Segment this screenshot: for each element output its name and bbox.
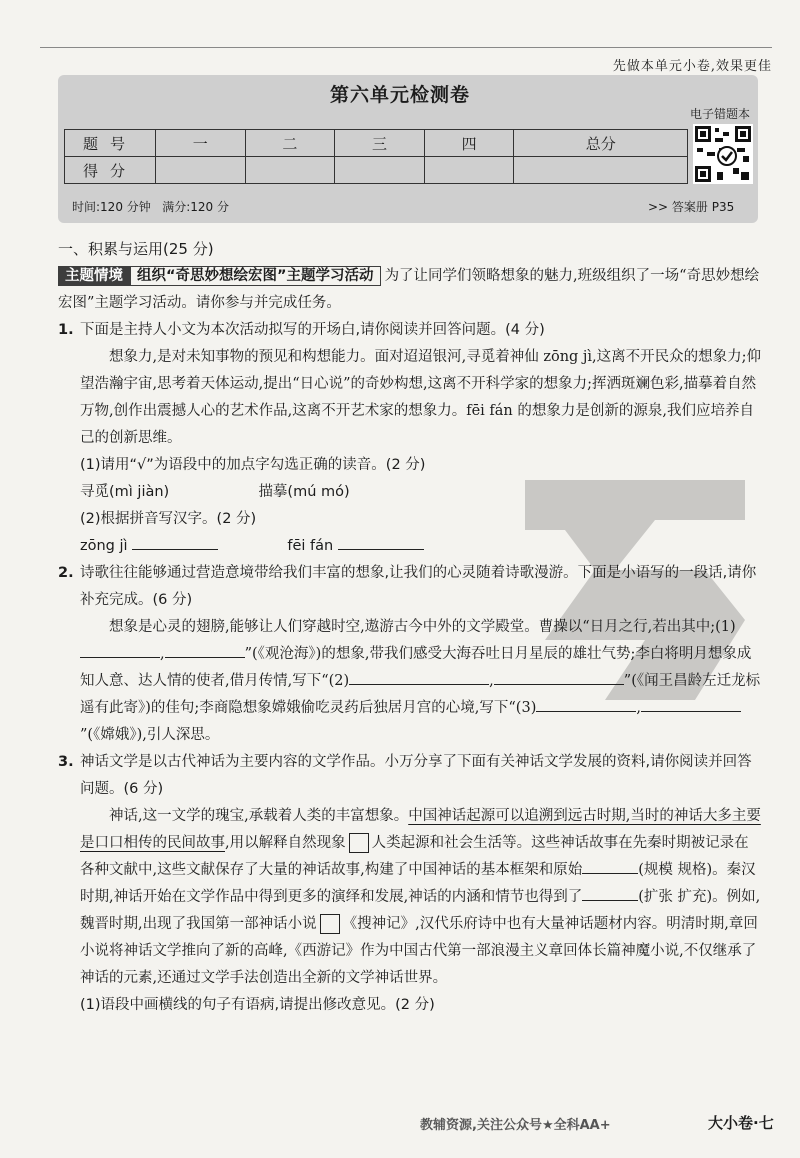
score-col-1: 一	[156, 130, 246, 157]
time-limit: 时间:120 分钟	[72, 200, 151, 214]
theme-intro: 为了让同学们领略想象的魅力,班级组织了一场“奇思妙想绘宏图”主题学习活动。请你参与并完成任务。	[58, 268, 760, 311]
exam-meta	[72, 198, 229, 215]
footer-watermark: 教辅资源,关注公众号★全科AA+	[420, 1118, 611, 1133]
question-stem: 神话文学是以古代神话为主要内容的文学作品。小万分享了下面有关神话文学发展的资料,请你阅读并回答问题。(6 分)	[80, 754, 752, 797]
answer-blank[interactable]	[349, 668, 489, 685]
answer-blank[interactable]	[338, 533, 424, 550]
passage-text: ”(《嫦娥》),引人深思。	[80, 727, 220, 743]
passage-text: ,	[636, 700, 641, 716]
footer-page: 大小卷·七	[708, 1114, 774, 1132]
theme-activity: 组织“奇思妙想绘宏图”主题学习活动	[130, 266, 381, 286]
passage-text: 人类起源和社会生活等。这些神话故事在先秦时期被记录在各种文献中,这些文献保存了大量的神话故事,构建了中国神话的基本框架和原始	[80, 835, 749, 878]
myth-passage	[80, 803, 762, 992]
exam-content	[58, 236, 762, 1019]
score-cell[interactable]	[245, 157, 335, 184]
passage-text: (扩张 扩充)。例如,魏晋时期,出现了我国第一部神话小说	[80, 889, 761, 932]
underlined-sentence: 中国神话起源可以追溯到远古时期,当时的神话大多主要是口口相传的民间故事	[80, 808, 761, 851]
question-number: 3.	[58, 754, 74, 770]
option-xunmi[interactable]: 寻觅(mì jiàn)	[80, 484, 170, 500]
score-table-header: 题号	[65, 130, 156, 157]
answer-blank[interactable]	[641, 695, 741, 712]
passage-text: (规模 规格)。秦汉时期,神话开始在文学作品中得到更多的演绎和发展,神话的内涵和情节也得到了	[80, 862, 756, 905]
passage-text: ,	[160, 646, 165, 662]
score-table	[64, 129, 688, 184]
theme-tag: 主题情境	[58, 266, 130, 286]
pinyin-label: fēi fán	[287, 538, 334, 554]
punctuation-box[interactable]	[349, 833, 369, 853]
score-cell[interactable]	[514, 157, 688, 184]
question-stem: 下面是主持人小文为本次活动拟写的开场白,请你阅读并回答问题。(4 分)	[80, 322, 545, 338]
score-cell[interactable]	[335, 157, 425, 184]
question-3	[58, 749, 762, 1019]
top-note: 先做本单元小卷,效果更佳	[612, 59, 772, 74]
poem-passage	[80, 614, 762, 749]
subquestion: (2)根据拼音写汉字。(2 分)	[80, 511, 257, 527]
question-number: 1.	[58, 322, 74, 338]
full-score: 满分:120 分	[162, 200, 229, 214]
qr-code-icon[interactable]	[693, 124, 753, 184]
passage-text: 想象是心灵的翅膀,能够让人们穿越时空,遨游古今中外的文学殿堂。曹操以“日月之行,若出其中;(1)	[109, 619, 736, 635]
question-2	[58, 560, 762, 749]
score-cell[interactable]	[156, 157, 246, 184]
passage-text: ,	[489, 673, 494, 689]
question-number: 2.	[58, 565, 74, 581]
answer-blank[interactable]	[582, 857, 638, 874]
question-1	[58, 317, 762, 560]
score-col-3: 三	[335, 130, 425, 157]
passage-text: ,用以解释自然现象	[225, 835, 346, 851]
option-miaomo[interactable]: 描摹(mú mó)	[258, 484, 350, 500]
score-cell[interactable]	[424, 157, 514, 184]
score-col-4: 四	[424, 130, 514, 157]
answer-blank[interactable]	[582, 884, 638, 901]
top-rule	[40, 47, 772, 48]
exam-title: 第六单元检测卷	[329, 84, 470, 106]
answer-blank[interactable]	[132, 533, 218, 550]
subquestion: (1)请用“√”为语段中的加点字勾选正确的读音。(2 分)	[80, 457, 426, 473]
pinyin-label: zōng jì	[80, 538, 128, 554]
subquestion: (1)语段中画横线的句子有语病,请提出修改意见。(2 分)	[80, 997, 435, 1013]
passage-text: 《搜神记》,汉代乐府诗中也有大量神话题材内容。明清时期,章回小说将神话文学推向了新的高峰,《西游记》作为中国古代第一部浪漫主义章回体长篇神魔小说,不仅继承了神话的元素,还通过文学手法创造出全新的文学神话世界。	[80, 916, 758, 986]
passage-text: ”(《观沧海》)的想象,带我们感受大海吞吐日月星辰的雄壮气势;李白将明月想象成知人意、达人情的使者,借月传情,写下“(2)	[80, 646, 752, 689]
punctuation-box[interactable]	[320, 914, 340, 934]
answer-reference: >> 答案册 P35	[648, 200, 735, 214]
answer-blank[interactable]	[80, 641, 160, 658]
passage-text: ”(《闻王昌龄左迁龙标遥有此寄》)的佳句;李商隐想象嫦娥偷吃灵药后独居月宫的心境,写下“(3)	[80, 673, 761, 716]
answer-blank[interactable]	[494, 668, 624, 685]
score-row-label: 得分	[65, 157, 156, 184]
answer-blank[interactable]	[165, 641, 245, 658]
reading-passage: 想象力,是对未知事物的预见和构想能力。面对迢迢银河,寻觅着神仙 zōng jì,这离不开民众的想象力;仰望浩瀚宇宙,思考着天体运动,提出“日心说”的奇妙构想,这离不开科学家的想象力;挥洒斑斓色彩,描摹着自然万物,创作出震撼人心的艺术作品,这离不开艺术家的想象力。fēi fán 的想象力是创新的源泉,我们应培养自己的创新思维。	[80, 349, 762, 446]
passage-text: 神话,这一文学的瑰宝,承载着人类的丰富想象。	[109, 808, 409, 824]
section-title: 一、积累与运用(25 分)	[58, 240, 214, 258]
question-stem: 诗歌往往能够通过营造意境带给我们丰富的想象,让我们的心灵随着诗歌漫游。下面是小语写的一段话,请你补充完成。(6 分)	[80, 565, 757, 608]
answer-blank[interactable]	[536, 695, 636, 712]
pinyin-blanks	[80, 533, 762, 560]
score-col-2: 二	[245, 130, 335, 157]
pinyin-options	[80, 479, 762, 506]
theme-scenario	[58, 263, 762, 317]
score-col-total: 总分	[514, 130, 688, 157]
qr-caption: 电子错题本	[690, 107, 751, 121]
